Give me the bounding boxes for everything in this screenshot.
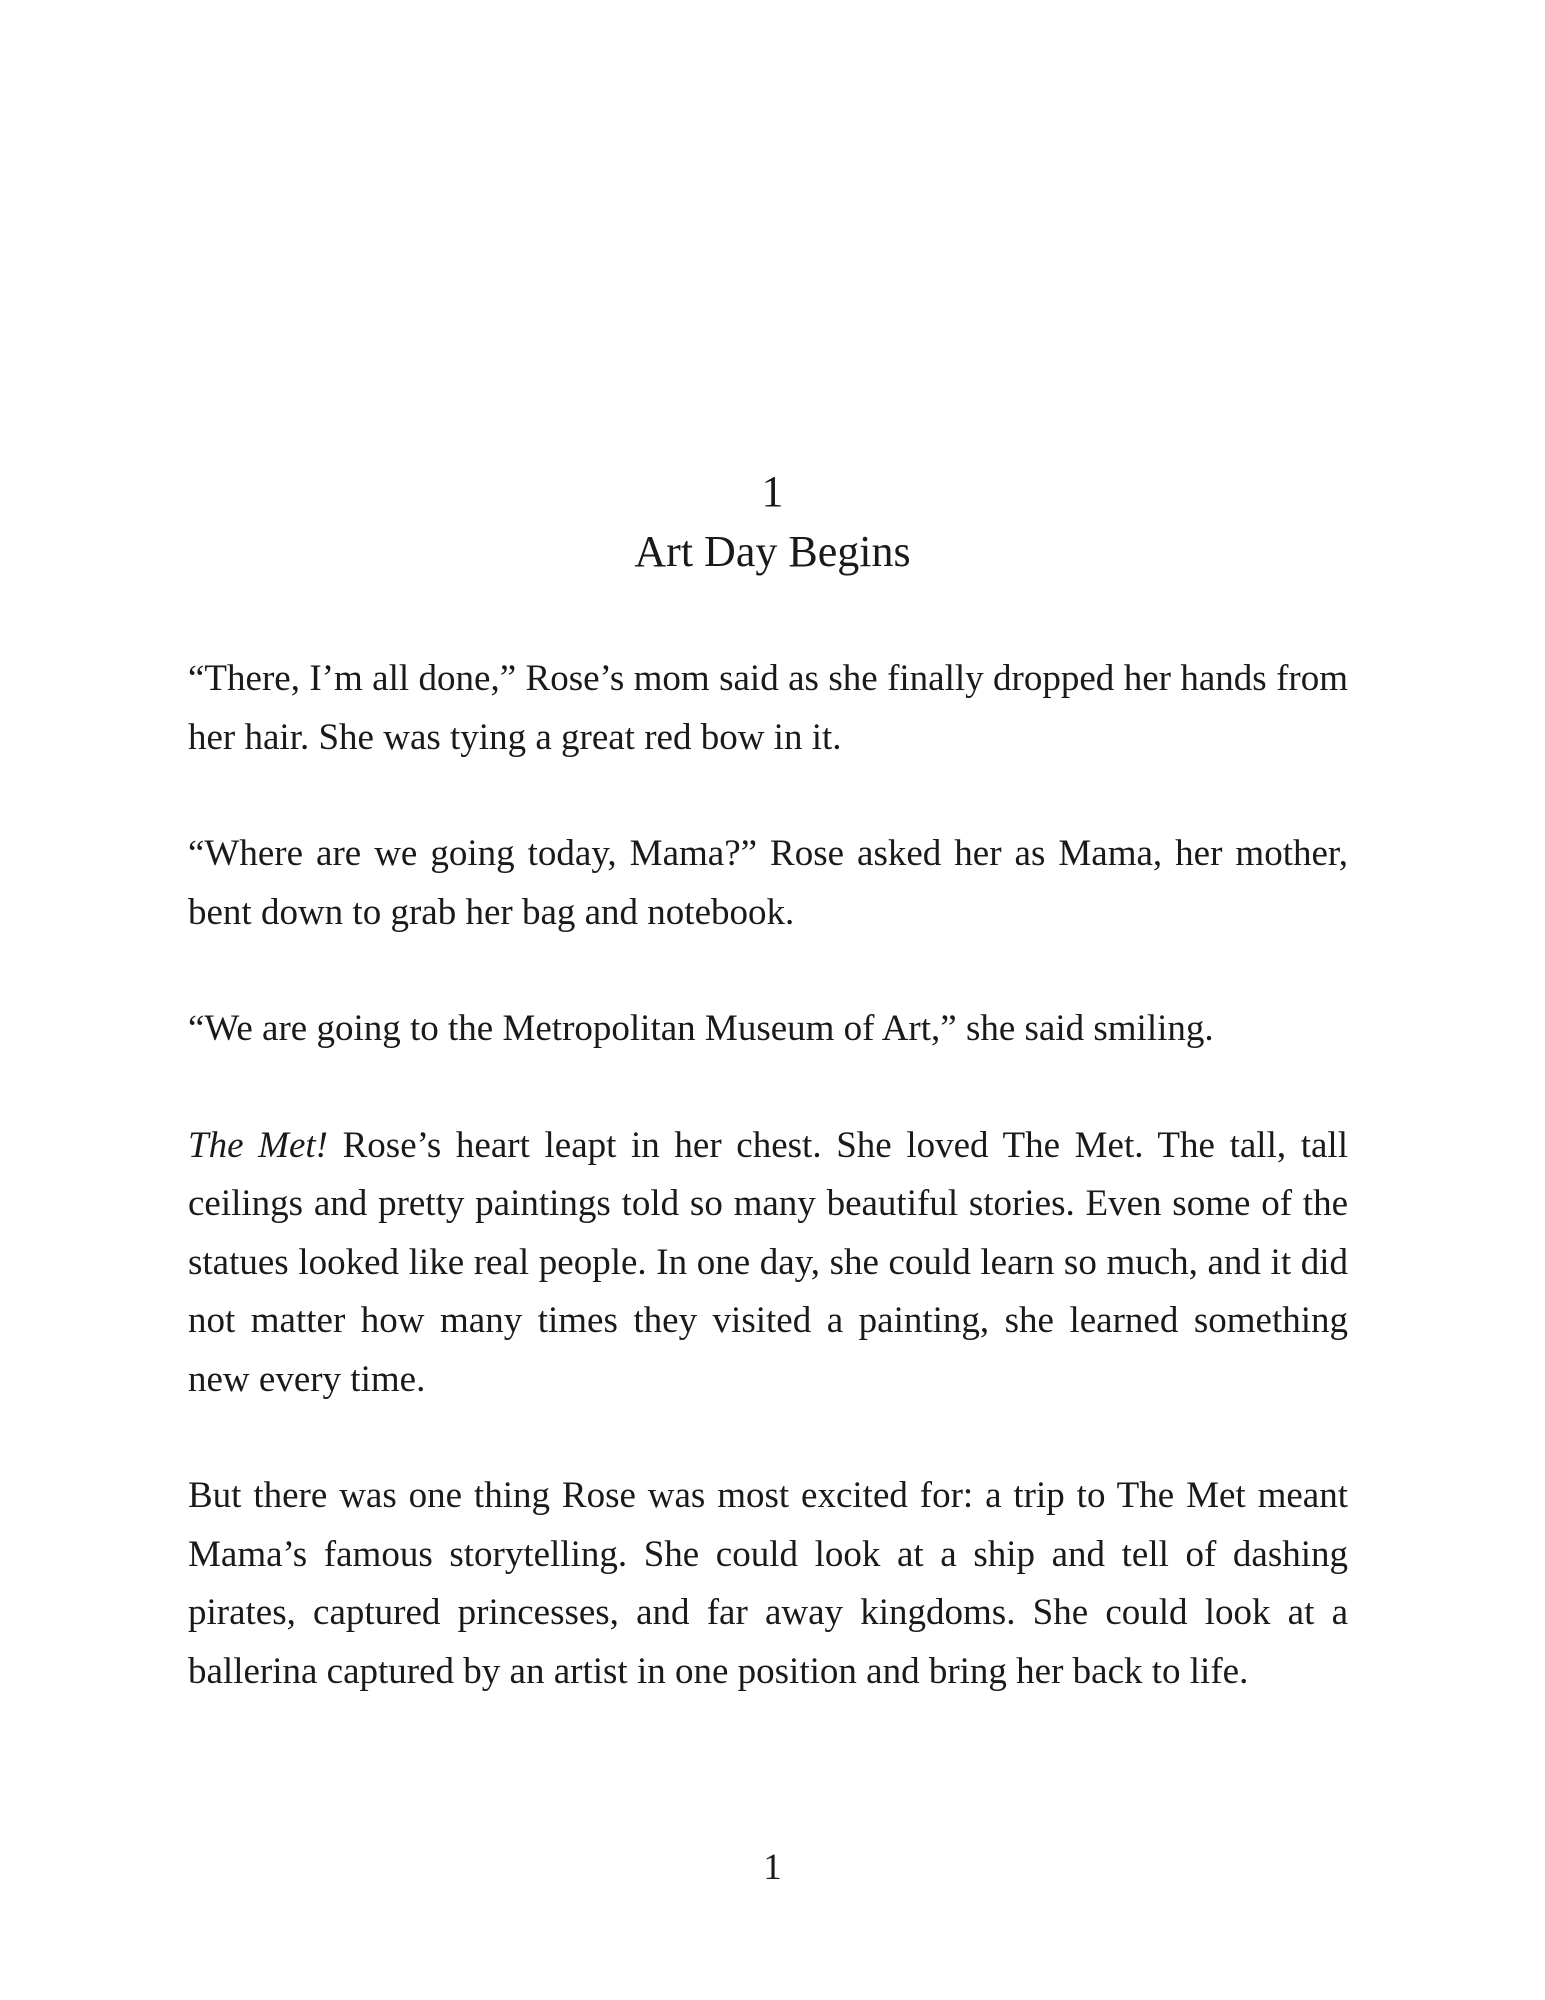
paragraph-5: But there was one thing Rose was most excited for: a trip to The Met meant Mama’s famous storytelling. She could look at a ship and tell of dashing pirates, captured princesses, and far away kingdoms. She could look at a ballerina captured by an artist in one position and bring her back to life. [188, 1475, 1348, 1692]
italic-lead: The Met! [188, 1124, 328, 1166]
chapter-body [188, 650, 1348, 1759]
paragraph-3: “We are going to the Metropolitan Museum of Art,” she said smiling. [188, 1008, 1214, 1049]
paragraph-1: “There, I’m all done,” Rose’s mom said as she finally dropped her hands from her hair. She was tying a great red bow in it. [188, 658, 1348, 758]
paragraph-2: “Where are we going today, Mama?” Rose asked her as Mama, her mother, bent down to grab her bag and notebook. [188, 833, 1348, 933]
paragraph-4-text: Rose’s heart leapt in her chest. She loved The Met. The tall, tall ceilings and pretty paintings told so many beautiful stories. Even some of the statues looked like real people. In one day, she could learn so much, and it did not matter how many times they visited a painting, she learned something new every time. [188, 1124, 1348, 1400]
chapter-number: 1 [761, 467, 784, 516]
chapter-title: Art Day Begins [634, 527, 911, 576]
paragraph-4 [188, 1117, 1348, 1410]
page-number: 1 [763, 1847, 782, 1888]
